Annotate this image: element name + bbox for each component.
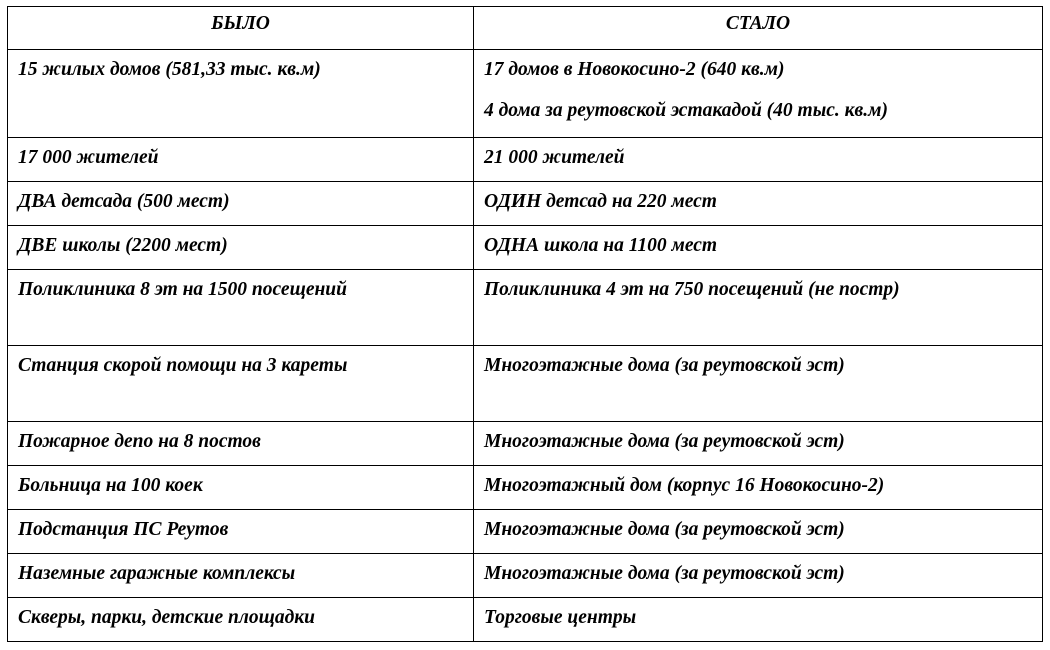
comparison-table [7, 6, 1043, 642]
cell-after [474, 182, 1043, 226]
table-row [8, 226, 1043, 270]
cell-text: 21 000 жителей [484, 147, 625, 168]
cell-after [474, 346, 1043, 422]
cell-before [8, 554, 474, 598]
cell-text: Больница на 100 коек [18, 475, 203, 496]
cell-text: ДВЕ школы (2200 мест) [18, 235, 228, 256]
table-row [8, 50, 1043, 138]
table-row [8, 466, 1043, 510]
cell-before [8, 270, 474, 346]
cell-text: Многоэтажные дома (за реутовской эст) [484, 519, 845, 540]
cell-text: 17 000 жителей [18, 147, 159, 168]
cell-text: Подстанция ПС Реутов [18, 519, 229, 540]
cell-before [8, 510, 474, 554]
table-row [8, 510, 1043, 554]
cell-before [8, 182, 474, 226]
cell-text: ДВА детсада (500 мест) [18, 191, 230, 212]
header-before: БЫЛО [8, 7, 474, 50]
cell-before [8, 226, 474, 270]
cell-after [474, 226, 1043, 270]
table-row [8, 138, 1043, 182]
cell-text: ОДНА школа на 1100 мест [484, 235, 718, 256]
cell-text: Многоэтажный дом (корпус 16 Новокосино-2) [484, 475, 885, 496]
cell-before [8, 138, 474, 182]
cell-before [8, 346, 474, 422]
cell-text: 17 домов в Новокосино-2 (640 кв.м) [484, 59, 785, 80]
cell-text-extra: 4 дома за реутовской эстакадой (40 тыс. кв.м) [484, 100, 888, 121]
table-header-row [8, 7, 1043, 50]
table-row [8, 554, 1043, 598]
cell-text: Поликлиника 8 эт на 1500 посещений [18, 279, 347, 300]
document-page [7, 6, 1042, 642]
cell-after [474, 510, 1043, 554]
cell-before [8, 50, 474, 138]
cell-after [474, 138, 1043, 182]
cell-after [474, 422, 1043, 466]
cell-text: Многоэтажные дома (за реутовской эст) [484, 431, 845, 452]
cell-text: Наземные гаражные комплексы [18, 563, 296, 584]
cell-text: 15 жилых домов (581,33 тыс. кв.м) [18, 59, 321, 80]
table-row [8, 346, 1043, 422]
cell-text: Торговые центры [484, 607, 637, 628]
cell-text: Поликлиника 4 эт на 750 посещений (не постр) [484, 279, 900, 300]
table-row [8, 270, 1043, 346]
cell-before [8, 598, 474, 642]
table-row [8, 422, 1043, 466]
cell-after [474, 270, 1043, 346]
cell-text: Многоэтажные дома (за реутовской эст) [484, 563, 845, 584]
table-row [8, 182, 1043, 226]
cell-text: ОДИН детсад на 220 мест [484, 191, 717, 212]
cell-text: Станция скорой помощи на 3 кареты [18, 355, 348, 376]
cell-after [474, 466, 1043, 510]
cell-after [474, 50, 1043, 138]
cell-before [8, 466, 474, 510]
cell-text: Многоэтажные дома (за реутовской эст) [484, 355, 845, 376]
table-row [8, 598, 1043, 642]
header-after: СТАЛО [474, 7, 1043, 50]
cell-after [474, 554, 1043, 598]
cell-text: Скверы, парки, детские площадки [18, 607, 316, 628]
cell-text: Пожарное депо на 8 постов [18, 431, 261, 452]
cell-after [474, 598, 1043, 642]
cell-before [8, 422, 474, 466]
